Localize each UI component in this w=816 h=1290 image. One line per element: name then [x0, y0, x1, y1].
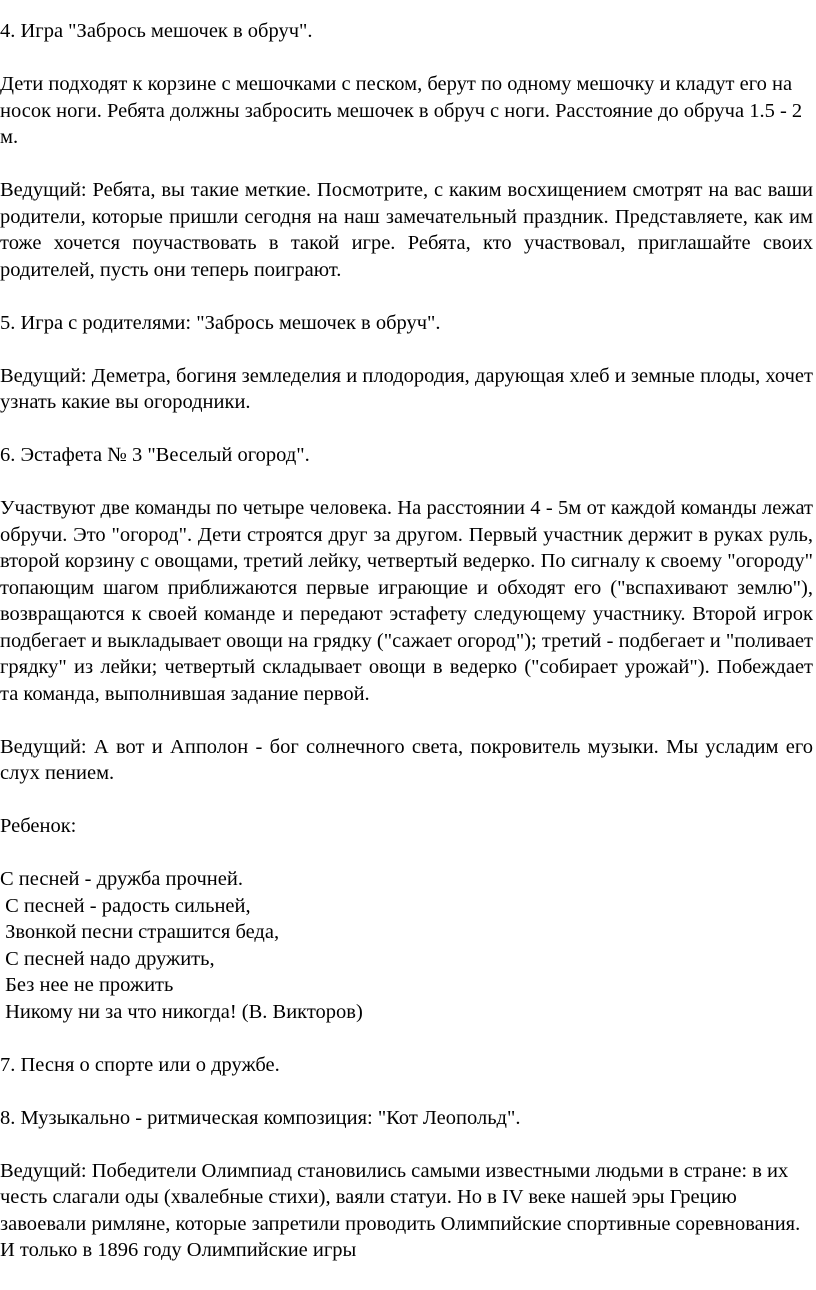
paragraph-host-speech-2: Ведущий: Деметра, богиня земледелия и плодородия, дарующая хлеб и земные плоды, хочет узнать какие вы огородники. — [0, 364, 813, 413]
poem-line: Без нее не прожить — [0, 974, 174, 996]
paragraph-relay-rules: Участвуют две команды по четыре человека. На расстоянии 4 - 5м от каждой команды лежат обручи. Это "огород". Дети строятся друг за другом. Первый участник держит в руках руль, второй корзину с овощами, третий лейку, четвертый ведерко. По сигналу к своему "огороду" топающим шагом приближаются первые играющие и обходят его ("вспахивают землю"), возвращаются к своей команде и передают эстафету следующему участнику. Второй игрок подбегает и выкладывает овощи на грядку ("сажает огород"); третий - подбегает и "поливает грядку" из лейки; четвертый складывает овощи в ведерко ("собирает урожай"). Побеждает та команда, выполнившая задание первой. — [0, 497, 813, 705]
paragraph-child-label: Ребенок: — [0, 815, 77, 837]
document-page — [0, 18, 816, 1290]
paragraph-host-speech-3: Ведущий: А вот и Апполон - бог солнечного света, покровитель музыки. Мы усладим его слух пением. — [0, 735, 813, 784]
paragraph-game-4-rules: Дети подходят к корзине с мешочками с песком, берут по одному мешочку и кладут его на носок ноги. Ребята должны забросить мешочек в обруч с ноги. Расстояние до обруча 1.5 - 2 м. — [0, 73, 803, 148]
poem-line: С песней надо дружить, — [0, 947, 215, 970]
heading-game-5: 5. Игра с родителями: "Забрось мешочек в обруч". — [0, 311, 441, 334]
paragraph-host-speech-4: Ведущий: Победители Олимпиад становились самыми известными людьми в стране: в их честь слагали оды (хвалебные стихи), ваяли статуи. Но в IV веке нашей эры Грецию завоевали римляне, которые запретили проводить Олимпийские спортивные соревнования. И только в 1896 году Олимпийские игры — [0, 1159, 801, 1261]
poem — [0, 866, 816, 1025]
heading-game-4: 4. Игра "Забрось мешочек в обруч". — [0, 20, 313, 42]
poem-line: С песней - радость сильней, — [0, 894, 251, 917]
heading-song-7: 7. Песня о спорте или о дружбе. — [0, 1053, 280, 1076]
poem-line: Никому ни за что никогда! (В. Викторов) — [0, 1000, 363, 1023]
heading-composition-8: 8. Музыкально - ритмическая композиция: "Кот Леопольд". — [0, 1106, 521, 1129]
heading-relay-3: 6. Эстафета № 3 "Веселый огород". — [0, 444, 310, 466]
poem-line: С песней - дружба прочней. — [0, 868, 243, 890]
paragraph-host-speech-1: Ведущий: Ребята, вы такие меткие. Посмотрите, с каким восхищением смотрят на вас ваши родители, которые пришли сегодня на наш замечательный праздник. Представляете, как им тоже хочется поучаствовать в такой игре. Ребята, кто участвовал, приглашайте своих родителей, пусть они теперь поиграют. — [0, 179, 813, 281]
poem-line: Звонкой песни страшится беда, — [0, 921, 280, 943]
